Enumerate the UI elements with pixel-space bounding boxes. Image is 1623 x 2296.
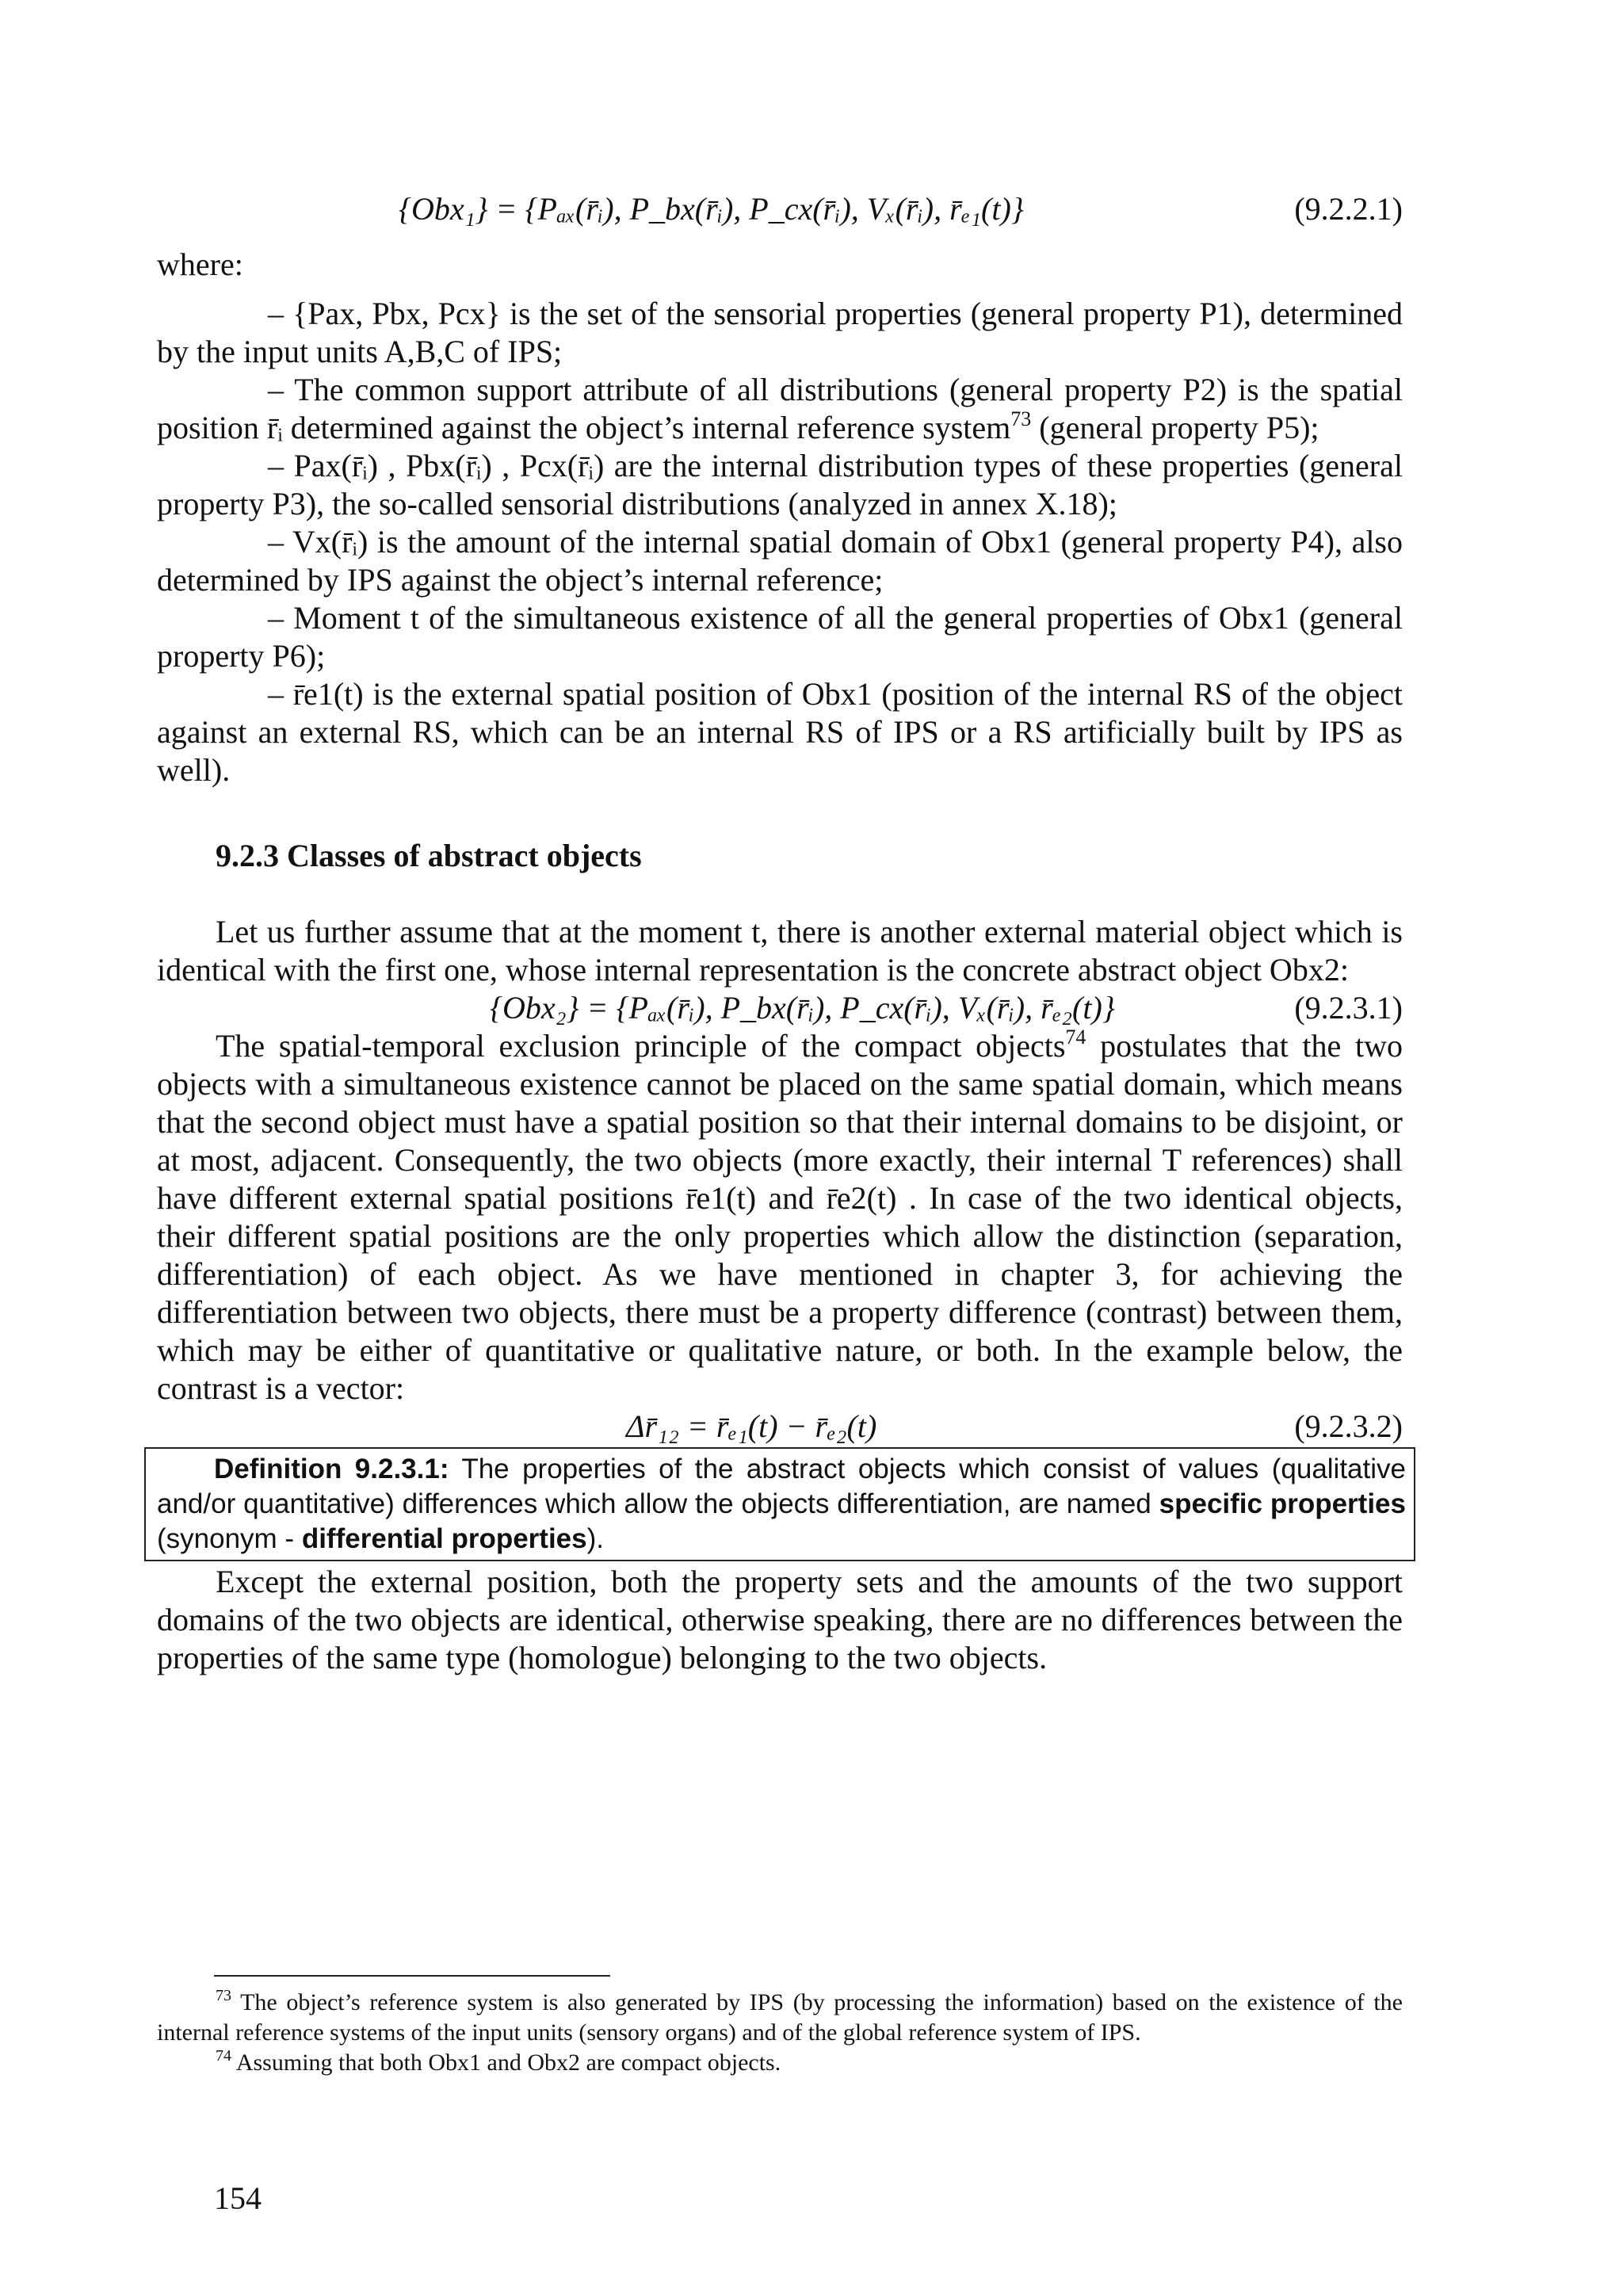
footnote-text: Assuming that both Obx1 and Obx2 are compact objects. <box>231 2050 781 2076</box>
bullet-text-tail: (general property P5); <box>1031 410 1319 445</box>
footnote-text: The object’s reference system is also generated by IPS (by processing the information) based on the existence of the internal reference systems of the input units (sensory organs) and of the global reference system of IPS. <box>157 1989 1403 2046</box>
paragraph-text: The spatial-temporal exclusion principle of the compact objects <box>216 1028 1066 1064</box>
bullet-lead: – r̄e1(t) <box>268 676 364 712</box>
paragraph-text-cont: postulates that the two objects with a simultaneous existence cannot be placed on the same spatial domain, which means that the second object must have a spatial position so that their internal domains to be disjoint, or at most, adjacent. Consequently, the two objects (more exactly, their internal T references) shall have different external spatial positions r̄e1(t) and r̄e2(t) . In case of the two identical objects, their different spatial positions are the only properties which allow the distinction (separation, differentiation) of each object. As we have mentioned in chapter 3, for achieving the differentiation between two objects, there must be a property difference (contrast) between them, which may be either of quantitative or qualitative nature, or both. In the example below, the contrast is a vector: <box>157 1028 1403 1406</box>
equation-number: (9.2.3.1) <box>1294 990 1403 1026</box>
definition-label: Definition 9.2.3.1: <box>214 1454 449 1484</box>
bullet-sensorial-set <box>157 295 1403 371</box>
page-number: 154 <box>214 2180 262 2216</box>
equation-formula: Δr̄₁₂ = r̄ₑ₁(t) − r̄ₑ₂(t) <box>626 1408 877 1444</box>
definition-text-mid: (synonym - <box>157 1523 302 1554</box>
paragraph-exclusion-principle <box>157 1027 1403 1408</box>
page-body <box>157 190 1406 1677</box>
where-label: where: <box>157 246 243 282</box>
definition-term-specific: specific properties <box>1159 1488 1406 1519</box>
paragraph-identical-properties: Except the external position, both the property sets and the amounts of the two support domains of the two objects are identical, otherwise speaking, there are no differences between the properties of the same type (homologue) belonging to the two objects. <box>157 1564 1403 1675</box>
equation-number: (9.2.3.2) <box>1294 1408 1403 1444</box>
paragraph-intro: Let us further assume that at the moment t, there is another external material object which is identical with the first one, whose internal representation is the concrete abstract object Obx2: <box>157 914 1403 988</box>
bullet-text: is the amount of the internal spatial domain of Obx1 (general property P4), also determined by IPS against the object’s internal reference; <box>157 524 1403 598</box>
bullet-external-position <box>157 675 1403 789</box>
bullet-text: is the external spatial position of Obx1 (position of the internal RS of the object against an external RS, which can be an internal RS of IPS or a RS artificially built by IPS as well). <box>157 676 1403 788</box>
section-heading: 9.2.3 Classes of abstract objects <box>216 838 642 873</box>
footnote-divider <box>214 1975 610 1977</box>
equation-formula: {Obx₂} = {Pₐₓ(r̄ᵢ), P_bx(r̄ᵢ), P_cx(r̄ᵢ), Vₓ(r̄ᵢ), r̄ₑ₂(t)} <box>490 990 1115 1026</box>
footnote-74 <box>157 2048 1403 2078</box>
definition-text: The properties of the abstract objects which consist of values (qualitative and/or quantitative) differences which allow the objects differentiation, are named <box>157 1454 1406 1519</box>
definition-term-differential: differential properties <box>301 1523 587 1554</box>
bullet-text: – Moment t of the simultaneous existence of all the general properties of Obx1 (general property P6); <box>157 600 1403 674</box>
bullet-spatial-domain <box>157 523 1403 599</box>
footnote-number: 74 <box>216 2047 231 2065</box>
footnote-ref-73[interactable]: 73 <box>1010 407 1032 430</box>
bullet-lead: – {Pax, Pbx, Pcx} <box>268 296 501 331</box>
definition-box <box>144 1447 1415 1561</box>
equation-formula: {Obx₁} = {Pₐₓ(r̄ᵢ), P_bx(r̄ᵢ), P_cx(r̄ᵢ), Vₓ(r̄ᵢ), r̄ₑ₁(t)} <box>399 191 1024 227</box>
equation-9-2-2-1 <box>157 190 1403 246</box>
equation-number: (9.2.2.1) <box>1294 191 1403 227</box>
bullet-moment <box>157 599 1403 675</box>
bullet-text: are the internal distribution types of these properties (general property P3), the so-called sensorial distributions (analyzed in annex X.18); <box>157 448 1403 521</box>
bullet-text: – The common support attribute of all distributions (general property P2) is the spatial position r̄ᵢ determined against the object’s internal reference system <box>157 372 1403 445</box>
definition-text-end: ). <box>586 1523 604 1554</box>
bullet-text: is the set of the sensorial properties (general property P1), determined by the input units A,B,C of IPS; <box>157 296 1403 369</box>
equation-9-2-3-1 <box>157 989 1403 1027</box>
bullet-lead: – Pax(r̄ᵢ) , Pbx(r̄ᵢ) , Pcx(r̄ᵢ) <box>268 448 605 483</box>
footnote-73 <box>157 1988 1403 2048</box>
bullet-support-attribute <box>157 371 1403 447</box>
footnote-ref-74[interactable]: 74 <box>1065 1026 1086 1049</box>
bullet-lead: – Vx(r̄ᵢ) <box>268 524 369 560</box>
footnote-number: 73 <box>216 1987 231 2004</box>
footnotes <box>157 1988 1403 2078</box>
bullet-distribution-types <box>157 447 1403 523</box>
equation-9-2-3-2 <box>157 1408 1403 1446</box>
